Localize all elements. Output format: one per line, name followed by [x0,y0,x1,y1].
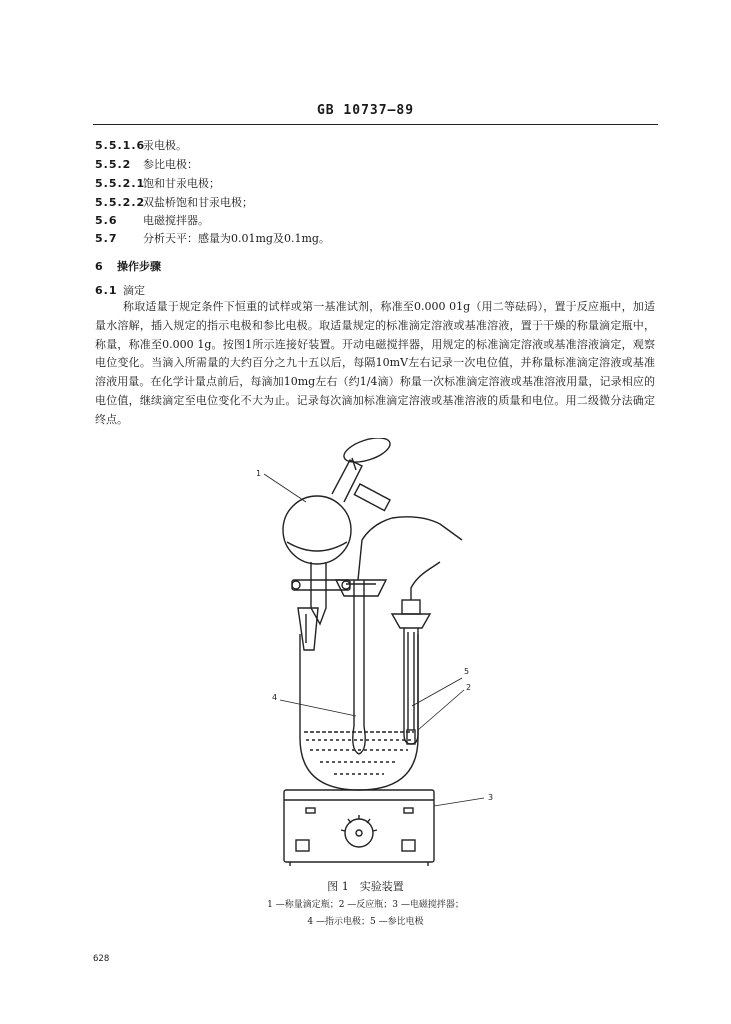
item-text: 饱和甘汞电极； [143,177,220,190]
item-5-5-2 [95,156,198,172]
label-3: 3 [488,793,494,802]
page-number: 628 [93,954,110,964]
label-4: 4 [272,693,278,702]
label-5: 5 [464,667,470,676]
label-2: 2 [466,683,472,692]
procedure-paragraph: 称取适量于规定条件下恒重的试样或第一基准试剂，称准至0.000 01g（用二等砝码），置于反应瓶中，加适量水溶解，插入规定的指示电极和参比电极。取适量规定的标准滴定溶液或基准溶液，置于干燥的称量滴定瓶中，称量，称准至0.000 1g。按图1所示连接好装置。开动电磁搅拌器，用规定的标准滴定溶液或基准溶液滴定，观察电位变化。当滴入所需量的大约百分之九十五以后，每隔10mV左右记录一次电位值，并称量标准滴定溶液或基准溶液用量。在化学计量点前后，每滴加10mg左右（约1/4滴）称量一次标准滴定溶液或基准溶液用量，记录相应的电位值，继续滴定至电位变化不大为止。记录每次滴加标准滴定溶液或基准溶液的质量和电位。用二级微分法确定终点。 [95,300,655,426]
apparatus-figure [240,438,500,878]
subsection-title: 滴定 [123,284,145,297]
item-5-5-1-6 [95,137,187,153]
item-text: 汞电极。 [143,139,187,152]
reaction-flask [300,634,418,790]
item-number: 5.7 [95,232,118,245]
item-text: 参比电极： [143,158,198,171]
figure-legend-line-1: 1 —称量滴定瓶；2 —反应瓶；3 —电磁搅拌器； [267,900,464,910]
figure-caption: 图 1 实验装置 [327,880,404,893]
item-number: 5.6 [95,214,118,227]
item-5-5-2-1 [95,175,220,191]
item-5-7 [95,230,330,246]
item-text: 双盐桥饱和甘汞电极； [143,196,253,209]
page-header: GB 10737—89 [316,103,415,118]
item-5-5-2-2 [95,194,253,210]
item-number: 5.5.2.2 [95,196,146,209]
stirrer-box [284,790,434,866]
section-title: 操作步骤 [117,260,161,273]
figure-legend-line-2: 4 —指示电极；5 —参比电极 [307,917,424,927]
item-number: 5.5.2 [95,158,132,171]
header-rule [93,124,658,125]
section-number: 6 [95,260,104,273]
clamp [292,580,350,590]
item-number: 5.5.2.1 [95,177,146,190]
section-heading [95,258,161,274]
leader-lines [264,474,484,806]
subsection-number: 6.1 [95,284,118,297]
item-text: 分析天平：感量为0.01mg及0.1mg。 [143,232,330,245]
item-number: 5.5.1.6 [95,139,146,152]
item-text: 电磁搅拌器。 [143,214,209,227]
item-5-6 [95,212,209,228]
label-1: 1 [256,469,262,478]
subsection-heading [95,282,145,298]
